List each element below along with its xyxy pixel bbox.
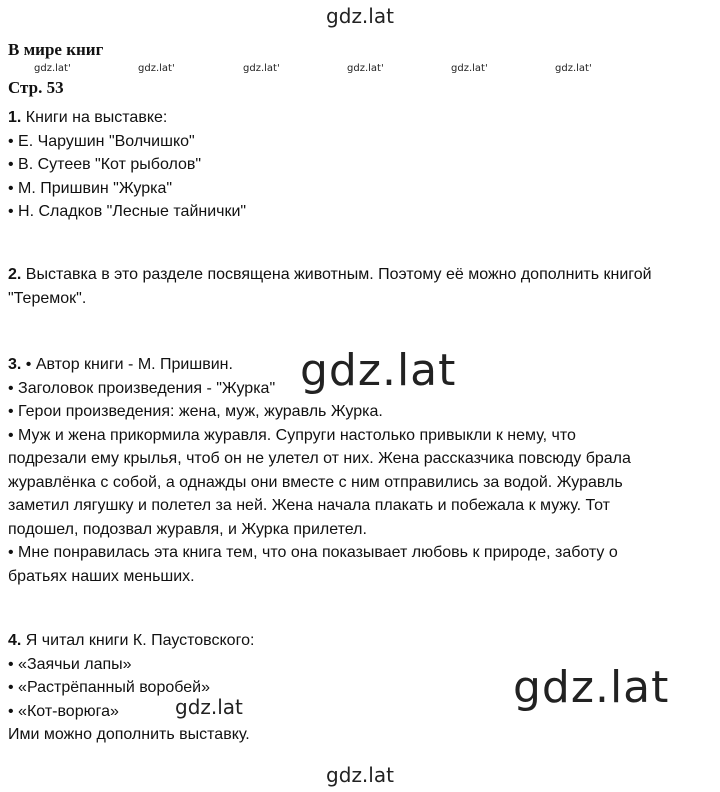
watermark-small: gdz.lat' (347, 63, 384, 74)
watermark-small: gdz.lat' (34, 63, 71, 74)
paragraph-line: • Муж и жена прикормила журавля. Супруги настолько привыкли к нему, что (8, 426, 576, 444)
watermark-top: gdz.lat (326, 4, 394, 28)
task-3-number: 3. (8, 356, 22, 373)
task-1-intro: 1. Книги на выставке: (8, 109, 168, 126)
paragraph-line: братьях наших меньших. (8, 567, 195, 585)
paragraph-line: журавлёнка с собой, а однажды они вместе с ним отправились за водой. Журавль (8, 473, 623, 491)
list-item: • Н. Сладков "Лесные тайнички" (8, 203, 247, 220)
watermark-row (0, 63, 720, 77)
paragraph-line: 3. • Автор книги - М. Пришвин. (8, 356, 233, 373)
watermark-bottom: gdz.lat (326, 763, 394, 787)
paragraph-line: 2. Выставка в это разделе посвящена животным. Поэтому её можно дополнить книгой (8, 266, 652, 283)
task-1 (8, 106, 698, 224)
task-3 (8, 353, 698, 588)
task-2-number: 2. (8, 266, 22, 283)
list-item: • «Кот-ворюга» (8, 702, 119, 720)
list-item: • «Растрёпанный воробей» (8, 679, 210, 696)
paragraph-line: • Мне понравилась эта книга тем, что она показывает любовь к природе, заботу о (8, 544, 618, 561)
list-item: • Е. Чарушин "Волчишко" (8, 132, 195, 150)
list-item: • В. Сутеев "Кот рыболов" (8, 156, 202, 173)
task-2 (8, 263, 698, 310)
watermark-small: gdz.lat' (555, 63, 592, 74)
watermark-small: gdz.lat' (243, 63, 280, 74)
list-item: • «Заячьи лапы» (8, 655, 132, 673)
watermark-small: gdz.lat' (138, 63, 175, 74)
list-item: • М. Пришвин "Журка" (8, 179, 173, 197)
paragraph-line: 4. Я читал книги К. Паустовского: (8, 632, 255, 649)
watermark-large-right: gdz.lat (513, 662, 670, 713)
paragraph-line: • Заголовок произведения - "Журка" (8, 379, 276, 397)
section-title: В мире книг (8, 40, 104, 59)
task-4-number: 4. (8, 632, 22, 649)
paragraph-line: "Теремок". (8, 289, 87, 307)
task-4 (8, 629, 698, 747)
page-number: Стр. 53 (8, 78, 64, 97)
paragraph-line: Ими можно дополнить выставку. (8, 726, 250, 743)
paragraph-line: подошел, подозвал журавля, и Журка прилетел. (8, 520, 367, 538)
watermark-small: gdz.lat' (451, 63, 488, 74)
paragraph-line: • Герои произведения: жена, муж, журавль Журка. (8, 403, 383, 420)
watermark-inline: gdz.lat (175, 695, 243, 719)
task-1-number: 1. (8, 109, 22, 126)
watermark-large-center: gdz.lat (300, 345, 457, 396)
paragraph-line: подрезали ему крылья, чтоб он не улетел от них. Жена рассказчика повсюду брала (8, 450, 631, 467)
paragraph-line: заметил лягушку и полетел за ней. Жена начала плакать и побежала к мужу. Тот (8, 497, 610, 514)
